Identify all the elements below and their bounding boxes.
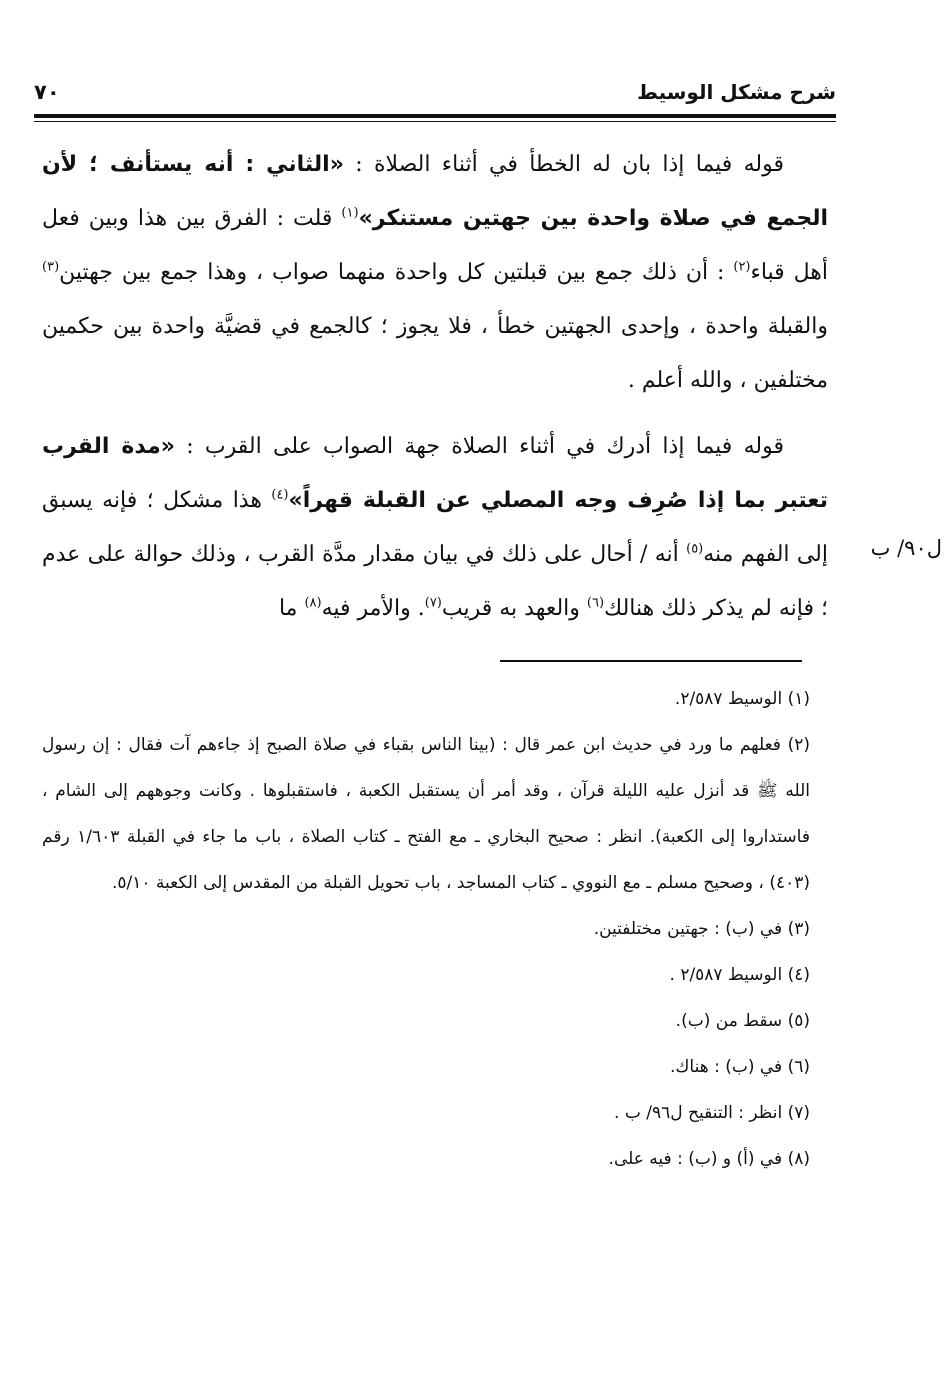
paragraph-1-quote: «الثاني : أنه يستأنف ؛ لأن الجمع في صلاة واحدة بين جهتين مستنكر»	[42, 152, 828, 231]
paragraph-1-intro: قوله فيما إذا بان له الخطأ في أثناء الصلاة :	[343, 152, 784, 177]
footnote-ref-8: (٨)	[304, 595, 322, 611]
footnote-7: (٧) انظر : التنقيح ل٩٦/ ب .	[614, 1103, 810, 1123]
header-rule-thick	[34, 114, 836, 118]
footnote-ref-4: (٤)	[271, 487, 289, 503]
footnotes	[42, 676, 810, 1182]
main-text	[42, 138, 828, 636]
paragraph-2-text-2: هذا مشكل ؛ فإنه يسبق إلى الفهم منه	[42, 488, 828, 567]
paragraph-2-text-5: . والأمر فيه	[321, 596, 425, 621]
paragraph-2-text-4: والعهد به قريب	[441, 596, 587, 621]
paragraph-2-intro: قوله فيما إذا أدرك في أثناء الصلاة جهة الصواب على القرب :	[174, 434, 784, 459]
footnote-1: (١) الوسيط ٢/٥٨٧.	[674, 689, 810, 709]
footnote-6: (٦) في (ب) : هناك.	[669, 1057, 810, 1077]
paragraph-1	[42, 138, 828, 408]
footnote-3: (٣) في (ب) : جهتين مختلفتين.	[593, 919, 810, 939]
paragraph-2-quote: «مدة القرب تعتبر بما إذا صُرِف وجه المصلي عن القبلة قهراً»	[42, 434, 828, 513]
footnote-divider	[500, 660, 802, 662]
footnote-ref-5: (٥)	[686, 541, 704, 557]
paragraph-1-text-3: : أن ذلك جمع بين قبلتين كل واحدة منهما صواب ، وهذا جمع بين جهتين	[59, 260, 734, 285]
footnote-ref-7: (٧)	[424, 595, 442, 611]
footnote-2: (٢) فعلهم ما ورد في حديث ابن عمر قال : (بينا الناس بقباء في صلاة الصبح إذ جاءهم آت فقال : إن رسول الله ﷺ قد أنزل عليه الليلة قرآن ، وقد أمر أن يستقبل الكعبة ، فاستقبلوها . وكانت وجوههم إلى الشام ، فاستداروا إلى الكعبة). انظر : صحيح البخاري ـ مع الفتح ـ كتاب الصلاة ، باب ما جاء في القبلة ١/٦٠٣ رقم (٤٠٣) ، وصحيح مسلم ـ مع النووي ـ كتاب المساجد ، باب تحويل القبلة من المقدس إلى الكعبة ٥/١٠.	[42, 735, 810, 893]
running-title: شرح مشكل الوسيط	[637, 80, 836, 104]
page-header	[34, 78, 836, 108]
paragraph-2-text-6: ما	[278, 596, 305, 621]
footnote-8: (٨) في (أ) و (ب) : فيه على.	[608, 1149, 810, 1169]
manuscript-folio-note: ل٩٠/ ب	[870, 536, 942, 560]
footnote-4: (٤) الوسيط ٢/٥٨٧ .	[669, 965, 810, 985]
footnote-ref-6: (٦)	[586, 595, 605, 611]
page-number: ٧٠	[34, 80, 60, 104]
footnote-5: (٥) سقط من (ب).	[675, 1011, 810, 1031]
paragraph-2	[42, 420, 828, 636]
footnote-ref-3: (٣)	[42, 259, 60, 275]
paragraph-1-text-4: والقبلة واحدة ، وإحدى الجهتين خطأ ، فلا يجوز ؛ كالجمع في قضيَّة واحدة بين حكمين مختلفين ، والله أعلم .	[42, 314, 828, 393]
paragraph-1-text-2: قلت : الفرق بين هذا وبين فعل أهل قباء	[42, 206, 828, 285]
footnote-ref-1: (١)	[341, 205, 359, 221]
header-rule-thin	[34, 121, 836, 122]
footnote-ref-2: (٢)	[733, 259, 751, 275]
paragraph-2-text-3: أنه / أحال على ذلك في بيان مقدار مدَّة القرب ، وذلك حوالة على عدم ؛ فإنه لم يذكر ذلك هنالك	[42, 542, 828, 621]
